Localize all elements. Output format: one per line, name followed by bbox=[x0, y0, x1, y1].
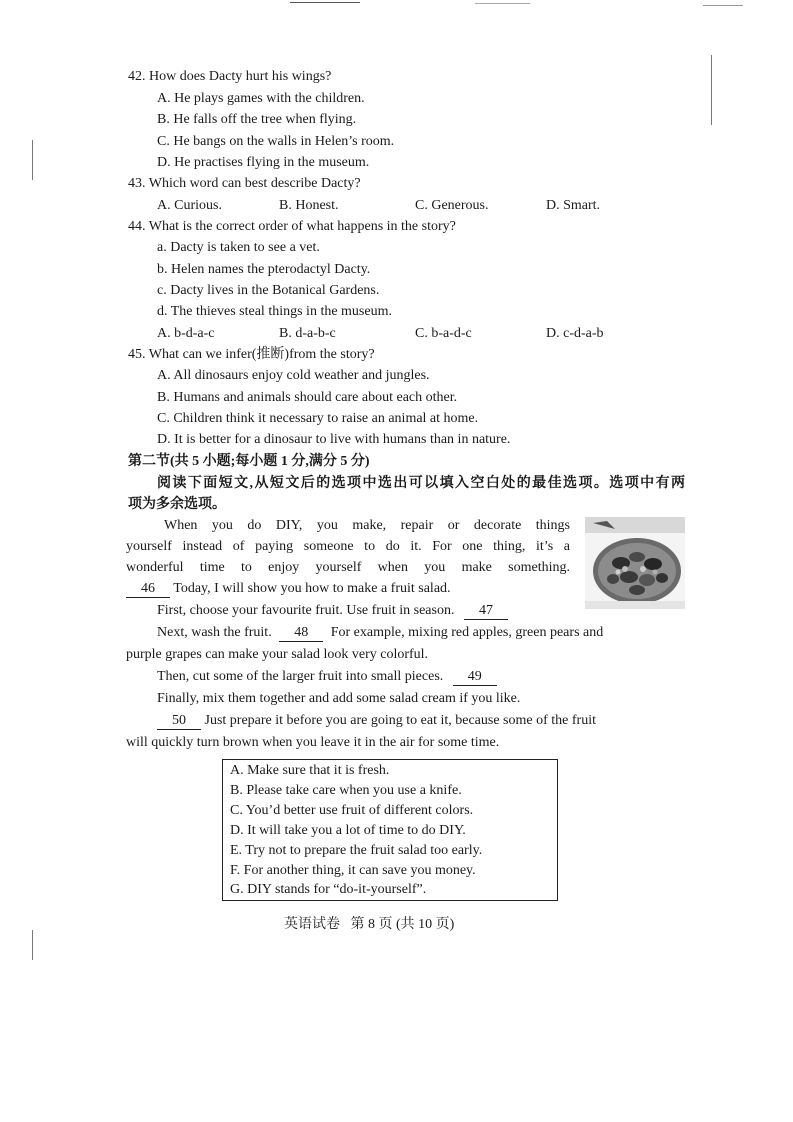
scan-mark-right-edge bbox=[711, 55, 712, 125]
passage-p1-line-2: yourself instead of paying someone to do it. For one thing, it’s a bbox=[126, 539, 570, 554]
question-44-option-b: B. d-a-b-c bbox=[279, 326, 336, 341]
blank-46: 46 bbox=[126, 581, 170, 598]
passage-p1-line-4-text: Today, I will show you how to make a fruit salad. bbox=[170, 581, 451, 596]
question-45-option-c: C. Children think it necessary to raise an animal at home. bbox=[157, 411, 479, 426]
fruit-salad-photo bbox=[585, 517, 685, 609]
blank-50: 50 bbox=[157, 713, 201, 730]
question-45-stem: 45. What can we infer(推断)from the story? bbox=[128, 347, 375, 362]
question-45-option-b: B. Humans and animals should care about each other. bbox=[157, 390, 458, 405]
passage-p6-line-1 bbox=[157, 712, 596, 730]
passage-p5: Finally, mix them together and add some salad cream if you like. bbox=[157, 691, 521, 706]
question-43-stem: 43. Which word can best describe Dacty? bbox=[128, 176, 361, 191]
question-44-event-c: c. Dacty lives in the Botanical Gardens. bbox=[157, 283, 380, 298]
question-43-option-d: D. Smart. bbox=[546, 198, 601, 213]
choice-a: A. Make sure that it is fresh. bbox=[230, 763, 390, 778]
question-42-option-b: B. He falls off the tree when flying. bbox=[157, 112, 357, 127]
passage-p2-text: First, choose your favourite fruit. Use fruit in season. bbox=[157, 603, 455, 618]
choice-b: B. Please take care when you use a knife. bbox=[230, 783, 462, 798]
passage-p1-line-1: When you do DIY, you make, repair or decorate things bbox=[164, 518, 570, 533]
passage-p4 bbox=[157, 668, 497, 686]
question-44-options bbox=[0, 325, 793, 343]
blank-49: 49 bbox=[453, 669, 497, 686]
section-2-instruction-line-1: 阅读下面短文,从短文后的选项中选出可以填入空白处的最佳选项。选项中有两 bbox=[157, 476, 685, 491]
question-44-option-c: C. b-a-d-c bbox=[415, 326, 472, 341]
question-42-stem: 42. How does Dacty hurt his wings? bbox=[128, 69, 332, 84]
passage-p6-line-1-text: Just prepare it before you are going to eat it, because some of the fruit bbox=[201, 713, 596, 728]
passage-p6-line-2: will quickly turn brown when you leave it in the air for some time. bbox=[126, 735, 500, 750]
section-2-instruction-line-2: 项为多余选项。 bbox=[128, 497, 226, 512]
choice-e: E. Try not to prepare the fruit salad too early. bbox=[230, 843, 483, 858]
passage-p1-line-3: wonderful time to enjoy yourself when you make something. bbox=[126, 560, 570, 575]
scan-mark-top-mid bbox=[475, 3, 530, 4]
passage-p2 bbox=[157, 602, 508, 620]
question-44-event-a: a. Dacty is taken to see a vet. bbox=[157, 240, 320, 255]
scan-mark-left-edge-2 bbox=[32, 930, 33, 960]
scan-mark-top-left bbox=[290, 2, 360, 3]
question-44-option-d: D. c-d-a-b bbox=[546, 326, 604, 341]
question-43-option-b: B. Honest. bbox=[279, 198, 339, 213]
question-45-option-d: D. It is better for a dinosaur to live with humans than in nature. bbox=[157, 432, 511, 447]
blank-47: 47 bbox=[464, 603, 508, 620]
choice-g: G. DIY stands for “do-it-yourself”. bbox=[230, 882, 427, 897]
choice-c: C. You’d better use fruit of different colors. bbox=[230, 803, 474, 818]
question-44-option-a: A. b-d-a-c bbox=[157, 326, 215, 341]
section-2-heading: 第二节(共 5 小题;每小题 1 分,满分 5 分) bbox=[128, 454, 370, 469]
question-44-event-d: d. The thieves steal things in the museum. bbox=[157, 304, 392, 319]
passage-p1-line-4 bbox=[126, 580, 451, 598]
page-footer: 英语试卷 第 8 页 (共 10 页) bbox=[284, 917, 455, 932]
passage-p3-before: Next, wash the fruit. bbox=[157, 625, 272, 640]
question-43-options bbox=[0, 197, 793, 215]
question-43-option-a: A. Curious. bbox=[157, 198, 222, 213]
passage-p3-line-2: purple grapes can make your salad look very colorful. bbox=[126, 647, 429, 662]
question-42-option-a: A. He plays games with the children. bbox=[157, 91, 365, 106]
question-45-option-a: A. All dinosaurs enjoy cold weather and jungles. bbox=[157, 368, 430, 383]
choice-d: D. It will take you a lot of time to do DIY. bbox=[230, 823, 466, 838]
passage-p3-line-1 bbox=[157, 624, 603, 642]
blank-48: 48 bbox=[279, 625, 323, 642]
choices-box bbox=[222, 759, 558, 901]
question-44-stem: 44. What is the correct order of what happens in the story? bbox=[128, 219, 456, 234]
scan-mark-top-right bbox=[703, 5, 743, 6]
scan-mark-left-edge-1 bbox=[32, 140, 33, 180]
question-42-option-c: C. He bangs on the walls in Helen’s room. bbox=[157, 134, 395, 149]
question-44-event-b: b. Helen names the pterodactyl Dacty. bbox=[157, 262, 371, 277]
question-43-option-c: C. Generous. bbox=[415, 198, 489, 213]
passage-p3-after: For example, mixing red apples, green pears and bbox=[330, 625, 604, 640]
question-42-option-d: D. He practises flying in the museum. bbox=[157, 155, 370, 170]
choice-f: F. For another thing, it can save you money. bbox=[230, 863, 476, 878]
passage-p4-text: Then, cut some of the larger fruit into small pieces. bbox=[157, 669, 444, 684]
